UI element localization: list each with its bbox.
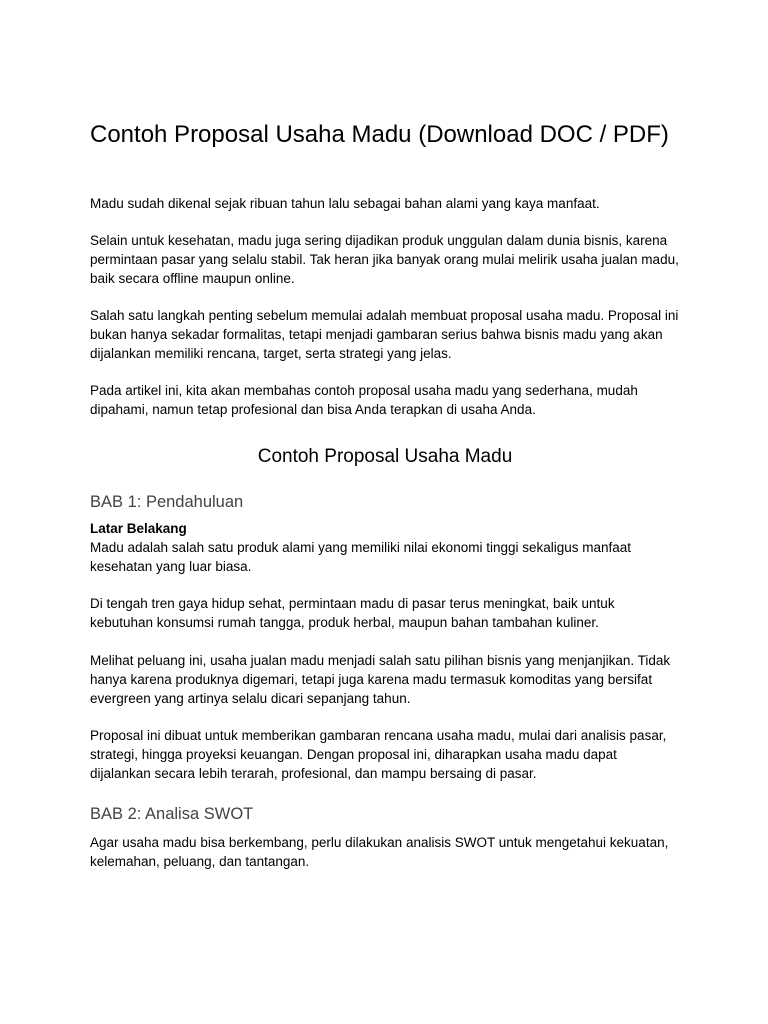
bab1-paragraph-2: Di tengah tren gaya hidup sehat, permintaan madu di pasar terus meningkat, baik untuk kebutuhan konsumsi rumah tangga, produk herbal, maupun bahan tambahan kuliner. <box>90 596 615 630</box>
bab1-subheading: Latar Belakang <box>90 521 187 536</box>
bab2-heading: BAB 2: Analisa SWOT <box>90 805 254 823</box>
intro-paragraph-2: Selain untuk kesehatan, madu juga sering dijadikan produk unggulan dalam dunia bisnis, karena permintaan pasar yang selalu stabil. Tak heran jika banyak orang mulai melirik usaha jualan madu, baik secara offline maupun online. <box>90 233 679 286</box>
bab1-heading: BAB 1: Pendahuluan <box>90 493 244 511</box>
intro-paragraph-4: Pada artikel ini, kita akan membahas contoh proposal usaha madu yang sederhana, mudah dipahami, namun tetap profesional dan bisa Anda terapkan di usaha Anda. <box>90 383 638 417</box>
bab1-paragraph-3: Melihat peluang ini, usaha jualan madu menjadi salah satu pilihan bisnis yang menjanjikan. Tidak hanya karena produknya digemari, tetapi juga karena madu termasuk komoditas yang bersifat evergreen yang artinya selalu dicari sepanjang tahun. <box>90 653 671 706</box>
intro-paragraph-3: Salah satu langkah penting sebelum memulai adalah membuat proposal usaha madu. Proposal ini bukan hanya sekadar formalitas, tetapi menjadi gambaran serius bahwa bisnis madu yang akan dijalankan memiliki rencana, target, serta strategi yang jelas. <box>90 308 679 361</box>
section-heading: Contoh Proposal Usaha Madu <box>257 446 513 467</box>
bab1-paragraph-1: Madu adalah salah satu produk alami yang memiliki nilai ekonomi tinggi sekaligus manfaat kesehatan yang luar biasa. <box>90 540 632 574</box>
bab1-paragraph-4: Proposal ini dibuat untuk memberikan gambaran rencana usaha madu, mulai dari analisis pasar, strategi, hingga proyeksi keuangan. Dengan proposal ini, diharapkan usaha madu dapat dijalankan secara lebih terarah, profesional, dan mampu bersaing di pasar. <box>90 728 667 781</box>
intro-paragraph-1: Madu sudah dikenal sejak ribuan tahun lalu sebagai bahan alami yang kaya manfaat. <box>90 196 600 211</box>
bab2-paragraph-1: Agar usaha madu bisa berkembang, perlu dilakukan analisis SWOT untuk mengetahui kekuatan, kelemahan, peluang, dan tantangan. <box>90 835 669 869</box>
document-title: Contoh Proposal Usaha Madu (Download DOC / PDF) <box>90 121 669 148</box>
